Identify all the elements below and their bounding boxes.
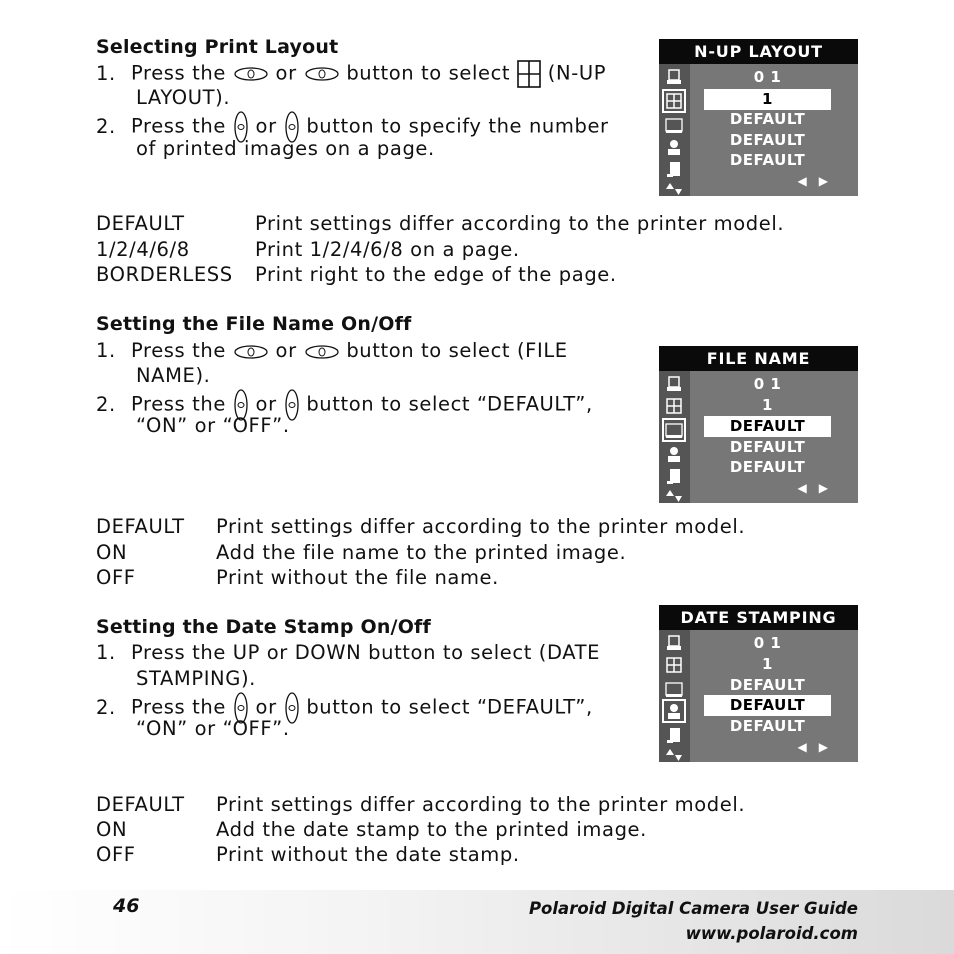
file-name-icon <box>665 680 683 698</box>
step-2-continued: “ON” or “OFF”. <box>136 414 290 437</box>
definition-term: DEFAULT <box>96 793 185 816</box>
definition-term: 1/2/4/6/8 <box>96 238 190 261</box>
step-1-continued: NAME). <box>136 364 211 387</box>
definition-row <box>96 514 856 539</box>
definition-desc: Print without the date stamp. <box>216 843 520 866</box>
file-name-icon <box>665 116 683 134</box>
definition-desc: Print right to the edge of the page. <box>255 263 617 286</box>
section-heading-date-stamp: Setting the Date Stamp On/Off <box>96 616 431 638</box>
paper-icon <box>665 467 683 485</box>
lcd-title: DATE STAMPING <box>659 605 858 630</box>
lcd-row-selected: 1 <box>704 89 831 110</box>
step-text: Press the <box>131 114 226 138</box>
lcd-row: 1 <box>762 396 773 414</box>
definition-desc: Add the date stamp to the printed image. <box>216 818 647 841</box>
definition-row <box>96 540 856 565</box>
paper-icon <box>665 726 683 744</box>
lcd-row: 0 1 <box>753 634 782 652</box>
lcd-row: DEFAULT <box>729 458 806 476</box>
definition-row <box>96 842 856 867</box>
definition-row <box>96 211 856 236</box>
step-text: Press the <box>131 61 226 85</box>
lcd-menu-file-name <box>659 346 858 503</box>
lcd-row: DEFAULT <box>729 131 806 149</box>
section-heading-print-layout: Selecting Print Layout <box>96 36 339 58</box>
step-text: Press the <box>131 339 226 362</box>
n-up-layout-icon <box>665 656 683 674</box>
step-text: Press the UP or DOWN button to select (DATE <box>131 641 601 664</box>
step-text: (N-UP <box>547 61 607 85</box>
lcd-row: DEFAULT <box>729 438 806 456</box>
step-number: 2. <box>96 114 116 138</box>
definition-desc: Print without the file name. <box>216 566 499 589</box>
lcd-row: 1 <box>762 655 773 673</box>
lcd-row-selected: DEFAULT <box>704 695 831 716</box>
left-right-button-icon <box>304 344 340 360</box>
lcd-row-selected: DEFAULT <box>704 416 831 437</box>
n-up-layout-icon <box>517 60 541 88</box>
definition-term: DEFAULT <box>96 212 185 235</box>
up-down-arrows-icon <box>665 487 683 505</box>
n-up-layout-icon <box>665 397 683 415</box>
file-name-icon <box>665 421 683 439</box>
step-1 <box>96 640 600 665</box>
step-text: or <box>275 61 297 85</box>
step-1 <box>96 338 568 363</box>
step-number: 1. <box>96 339 116 362</box>
definition-desc: Print settings differ according to the printer model. <box>216 793 746 816</box>
left-right-button-icon <box>304 66 340 82</box>
step-number: 2. <box>96 392 116 416</box>
n-up-layout-icon <box>665 92 683 110</box>
footer-title: Polaroid Digital Camera User Guide <box>528 899 858 918</box>
lcd-side-icons <box>659 630 690 762</box>
left-right-arrows-icon: ◀▶ <box>797 740 840 754</box>
lcd-side-icons <box>659 64 690 196</box>
definition-row <box>96 565 856 590</box>
step-text: button to select <box>346 61 511 85</box>
lcd-row: DEFAULT <box>729 110 806 128</box>
lcd-row: 0 1 <box>753 68 782 86</box>
date-stamp-icon <box>665 445 683 463</box>
definition-row <box>96 237 856 262</box>
lcd-row: 0 1 <box>753 375 782 393</box>
definition-row <box>96 792 856 817</box>
left-right-button-icon <box>233 344 269 360</box>
step-1 <box>96 60 606 88</box>
step-text: Press the <box>131 392 226 416</box>
lcd-menu-date-stamping <box>659 605 858 762</box>
definition-desc: Add the file name to the printed image. <box>216 541 627 564</box>
lcd-row: DEFAULT <box>729 151 806 169</box>
definition-term: ON <box>96 541 128 564</box>
date-stamp-icon <box>665 702 683 720</box>
footer-url: www.polaroid.com <box>685 924 858 943</box>
definition-term: OFF <box>96 843 136 866</box>
left-right-arrows-icon: ◀▶ <box>797 481 840 495</box>
definition-term: OFF <box>96 566 136 589</box>
step-1-continued: STAMPING). <box>136 667 256 690</box>
step-text: Press the <box>131 695 226 719</box>
lcd-row: DEFAULT <box>729 717 806 735</box>
left-right-button-icon <box>233 66 269 82</box>
step-text: or <box>255 695 277 719</box>
step-number: 1. <box>96 61 116 85</box>
printer-icon <box>665 634 683 652</box>
step-text: button to select “DEFAULT”, <box>306 695 593 719</box>
step-number: 1. <box>96 641 116 664</box>
definition-desc: Print 1/2/4/6/8 on a page. <box>255 238 520 261</box>
printer-icon <box>665 68 683 86</box>
step-2-continued: “ON” or “OFF”. <box>136 717 290 740</box>
lcd-title: N-UP LAYOUT <box>659 39 858 64</box>
step-text: or <box>255 114 277 138</box>
page-number: 46 <box>113 895 140 917</box>
lcd-row: DEFAULT <box>729 676 806 694</box>
definition-desc: Print settings differ according to the printer model. <box>216 515 746 538</box>
step-text: or <box>255 392 277 416</box>
step-1-continued: LAYOUT). <box>136 86 231 109</box>
step-text: button to specify the number <box>306 114 609 138</box>
step-text: or <box>275 339 297 362</box>
lcd-menu-n-up-layout <box>659 39 858 196</box>
left-right-arrows-icon: ◀▶ <box>797 174 840 188</box>
definition-desc: Print settings differ according to the printer model. <box>255 212 785 235</box>
definition-row <box>96 262 856 287</box>
definition-term: BORDERLESS <box>96 263 233 286</box>
step-text: button to select (FILE <box>346 339 568 362</box>
lcd-title: FILE NAME <box>659 346 858 371</box>
lcd-side-icons <box>659 371 690 503</box>
up-down-arrows-icon <box>665 180 683 198</box>
up-down-arrows-icon <box>665 746 683 764</box>
step-text: button to select “DEFAULT”, <box>306 392 593 416</box>
section-heading-file-name: Setting the File Name On/Off <box>96 313 412 335</box>
paper-icon <box>665 160 683 178</box>
date-stamp-icon <box>665 138 683 156</box>
definition-row <box>96 817 856 842</box>
step-2-continued: of printed images on a page. <box>136 137 435 160</box>
definition-term: ON <box>96 818 128 841</box>
printer-icon <box>665 375 683 393</box>
step-number: 2. <box>96 695 116 719</box>
definition-term: DEFAULT <box>96 515 185 538</box>
